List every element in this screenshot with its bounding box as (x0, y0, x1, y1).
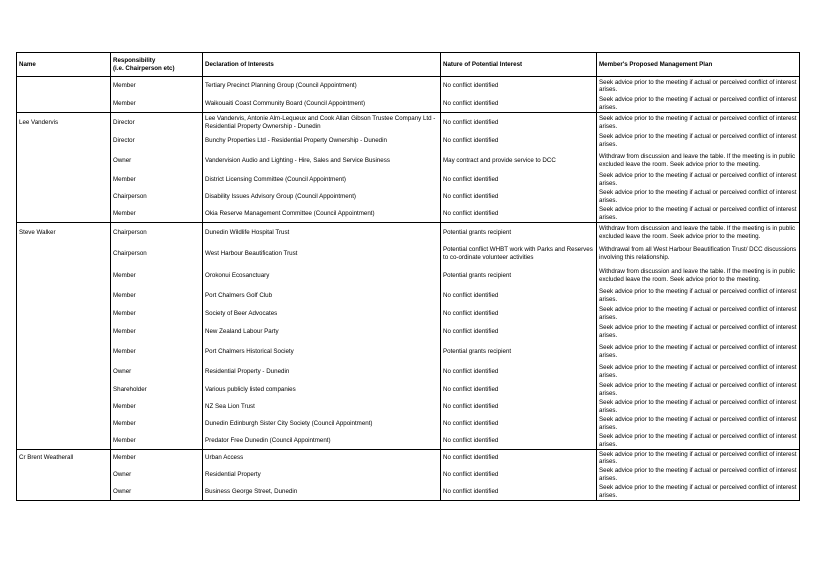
cell-nature: No conflict identified (441, 189, 597, 206)
cell-management-plan: Seek advice prior to the meeting if actual or perceived conflict of interest arises. (597, 450, 800, 467)
cell-name (17, 206, 111, 223)
cell-declaration: Disability Issues Advisory Group (Council Appointment) (203, 189, 441, 206)
interests-register-table (16, 52, 800, 501)
cell-declaration: Dunedin Wildlife Hospital Trust (203, 223, 441, 243)
cell-responsibility: Shareholder (111, 381, 203, 399)
cell-nature: No conflict identified (441, 416, 597, 433)
cell-nature: No conflict identified (441, 133, 597, 150)
cell-responsibility: Member (111, 77, 203, 96)
cell-nature: No conflict identified (441, 363, 597, 381)
cell-responsibility: Member (111, 399, 203, 416)
cell-responsibility: Member (111, 287, 203, 305)
cell-nature: No conflict identified (441, 433, 597, 450)
cell-nature: May contract and provide service to DCC (441, 150, 597, 172)
cell-nature: Potential grants recipient (441, 265, 597, 287)
cell-declaration: Tertiary Precinct Planning Group (Council Appointment) (203, 77, 441, 96)
cell-declaration: Residential Property - Dunedin (203, 363, 441, 381)
cell-nature: No conflict identified (441, 305, 597, 323)
cell-name (17, 381, 111, 399)
cell-declaration: Residential Property (203, 467, 441, 484)
cell-nature: Potential grants recipient (441, 223, 597, 243)
table-row (17, 243, 800, 265)
cell-management-plan: Seek advice prior to the meeting if actual or perceived conflict of interest arises. (597, 206, 800, 223)
cell-management-plan: Seek advice prior to the meeting if actual or perceived conflict of interest arises. (597, 133, 800, 150)
table-row (17, 467, 800, 484)
cell-management-plan: Seek advice prior to the meeting if actual or perceived conflict of interest arises. (597, 113, 800, 133)
cell-nature: No conflict identified (441, 113, 597, 133)
cell-management-plan: Withdrawal from all West Harbour Beautification Trust/ DCC discussions involving this relationship. (597, 243, 800, 265)
cell-responsibility: Member (111, 341, 203, 363)
cell-declaration: Okia Reserve Management Committee (Council Appointment) (203, 206, 441, 223)
cell-name (17, 96, 111, 113)
cell-responsibility: Member (111, 450, 203, 467)
cell-declaration: Port Chalmers Golf Club (203, 287, 441, 305)
cell-name (17, 172, 111, 189)
cell-name: Cr Brent Weatherall (17, 450, 111, 467)
cell-name (17, 433, 111, 450)
cell-name (17, 341, 111, 363)
table-row (17, 341, 800, 363)
cell-nature: No conflict identified (441, 323, 597, 341)
cell-management-plan: Seek advice prior to the meeting if actual or perceived conflict of interest arises. (597, 323, 800, 341)
cell-nature: No conflict identified (441, 287, 597, 305)
cell-responsibility: Member (111, 433, 203, 450)
cell-responsibility: Member (111, 172, 203, 189)
cell-declaration: Lee Vandervis, Antonie Alm-Lequeux and Cook Allan Gibson Trustee Company Ltd - Residential Property Ownership - Dunedin (203, 113, 441, 133)
cell-responsibility: Owner (111, 150, 203, 172)
cell-management-plan: Seek advice prior to the meeting if actual or perceived conflict of interest arises. (597, 77, 800, 96)
cell-responsibility: Chairperson (111, 189, 203, 206)
cell-name (17, 77, 111, 96)
cell-management-plan: Seek advice prior to the meeting if actual or perceived conflict of interest arises. (597, 189, 800, 206)
cell-responsibility: Member (111, 206, 203, 223)
table-row (17, 150, 800, 172)
cell-responsibility: Owner (111, 363, 203, 381)
cell-management-plan: Seek advice prior to the meeting if actual or perceived conflict of interest arises. (597, 363, 800, 381)
cell-nature: No conflict identified (441, 77, 597, 96)
cell-nature: No conflict identified (441, 172, 597, 189)
cell-responsibility: Member (111, 416, 203, 433)
cell-management-plan: Seek advice prior to the meeting if actual or perceived conflict of interest arises. (597, 96, 800, 113)
cell-name (17, 363, 111, 381)
cell-name (17, 150, 111, 172)
table-row (17, 305, 800, 323)
cell-declaration: Orokonui Ecosanctuary (203, 265, 441, 287)
cell-responsibility: Member (111, 305, 203, 323)
cell-name (17, 287, 111, 305)
cell-name (17, 133, 111, 150)
cell-declaration: Port Chalmers Historical Society (203, 341, 441, 363)
cell-responsibility: Member (111, 96, 203, 113)
cell-nature: No conflict identified (441, 206, 597, 223)
cell-declaration: District Licensing Committee (Council Appointment) (203, 172, 441, 189)
cell-name: Steve Walker (17, 223, 111, 243)
cell-responsibility: Chairperson (111, 243, 203, 265)
cell-declaration: NZ Sea Lion Trust (203, 399, 441, 416)
cell-nature: No conflict identified (441, 484, 597, 501)
table-row (17, 206, 800, 223)
cell-name (17, 484, 111, 501)
cell-responsibility: Owner (111, 467, 203, 484)
table-row (17, 133, 800, 150)
table-row (17, 323, 800, 341)
header-nature: Nature of Potential Interest (441, 53, 597, 77)
cell-name (17, 243, 111, 265)
header-responsibility: Responsibility (i.e. Chairperson etc) (111, 53, 203, 77)
cell-responsibility: Owner (111, 484, 203, 501)
table-row (17, 484, 800, 501)
cell-declaration: Dunedin Edinburgh Sister City Society (Council Appointment) (203, 416, 441, 433)
table-row (17, 77, 800, 96)
cell-management-plan: Seek advice prior to the meeting if actual or perceived conflict of interest arises. (597, 305, 800, 323)
cell-name (17, 305, 111, 323)
cell-declaration: New Zealand Labour Party (203, 323, 441, 341)
table-row (17, 433, 800, 450)
cell-nature: Potential grants recipient (441, 341, 597, 363)
cell-nature: No conflict identified (441, 450, 597, 467)
cell-management-plan: Withdraw from discussion and leave the table. If the meeting is in public excluded leave the room. Seek advice prior to the meeting. (597, 223, 800, 243)
table-row (17, 381, 800, 399)
cell-declaration: Various publicly listed companies (203, 381, 441, 399)
cell-nature: Potential conflict WHBT work with Parks and Reserves to co-ordinate volunteer activities (441, 243, 597, 265)
cell-responsibility: Member (111, 323, 203, 341)
cell-declaration: Waikouaiti Coast Community Board (Council Appointment) (203, 96, 441, 113)
cell-declaration: Bunchy Properties Ltd - Residential Property Ownership - Dunedin (203, 133, 441, 150)
cell-responsibility: Director (111, 113, 203, 133)
cell-management-plan: Withdraw from discussion and leave the table. If the meeting is in public excluded leave the room. Seek advice prior to the meeting. (597, 265, 800, 287)
table-row (17, 265, 800, 287)
table-row (17, 399, 800, 416)
cell-declaration: Vandervision Audio and Lighting - Hire, Sales and Service Business (203, 150, 441, 172)
cell-management-plan: Seek advice prior to the meeting if actual or perceived conflict of interest arises. (597, 467, 800, 484)
cell-management-plan: Seek advice prior to the meeting if actual or perceived conflict of interest arises. (597, 433, 800, 450)
cell-management-plan: Seek advice prior to the meeting if actual or perceived conflict of interest arises. (597, 341, 800, 363)
cell-nature: No conflict identified (441, 399, 597, 416)
cell-management-plan: Seek advice prior to the meeting if actual or perceived conflict of interest arises. (597, 484, 800, 501)
cell-management-plan: Seek advice prior to the meeting if actual or perceived conflict of interest arises. (597, 287, 800, 305)
table-row (17, 223, 800, 243)
cell-responsibility: Director (111, 133, 203, 150)
cell-nature: No conflict identified (441, 381, 597, 399)
cell-name (17, 265, 111, 287)
header-name: Name (17, 53, 111, 77)
header-management-plan: Member's Proposed Management Plan (597, 53, 800, 77)
cell-name (17, 399, 111, 416)
header-declaration: Declaration of Interests (203, 53, 441, 77)
table-row (17, 450, 800, 467)
cell-declaration: Society of Beer Advocates (203, 305, 441, 323)
cell-management-plan: Seek advice prior to the meeting if actual or perceived conflict of interest arises. (597, 172, 800, 189)
cell-responsibility: Member (111, 265, 203, 287)
cell-name (17, 467, 111, 484)
table-row (17, 189, 800, 206)
cell-nature: No conflict identified (441, 467, 597, 484)
cell-management-plan: Seek advice prior to the meeting if actual or perceived conflict of interest arises. (597, 381, 800, 399)
cell-name: Lee Vandervis (17, 113, 111, 133)
cell-nature: No conflict identified (441, 96, 597, 113)
cell-declaration: Urban Access (203, 450, 441, 467)
table-row (17, 172, 800, 189)
cell-name (17, 189, 111, 206)
cell-management-plan: Seek advice prior to the meeting if actual or perceived conflict of interest arises. (597, 416, 800, 433)
table-row (17, 113, 800, 133)
cell-name (17, 416, 111, 433)
table-header-row (17, 53, 800, 77)
table-row (17, 363, 800, 381)
table-row (17, 96, 800, 113)
table-row (17, 416, 800, 433)
cell-management-plan: Withdraw from discussion and leave the table. If the meeting is in public excluded leave the room. Seek advice prior to the meeting. (597, 150, 800, 172)
cell-responsibility: Chairperson (111, 223, 203, 243)
cell-management-plan: Seek advice prior to the meeting if actual or perceived conflict of interest arises. (597, 399, 800, 416)
cell-name (17, 323, 111, 341)
table-body (17, 77, 800, 501)
table-row (17, 287, 800, 305)
cell-declaration: Business George Street, Dunedin (203, 484, 441, 501)
cell-declaration: Predator Free Dunedin (Council Appointment) (203, 433, 441, 450)
cell-declaration: West Harbour Beautification Trust (203, 243, 441, 265)
